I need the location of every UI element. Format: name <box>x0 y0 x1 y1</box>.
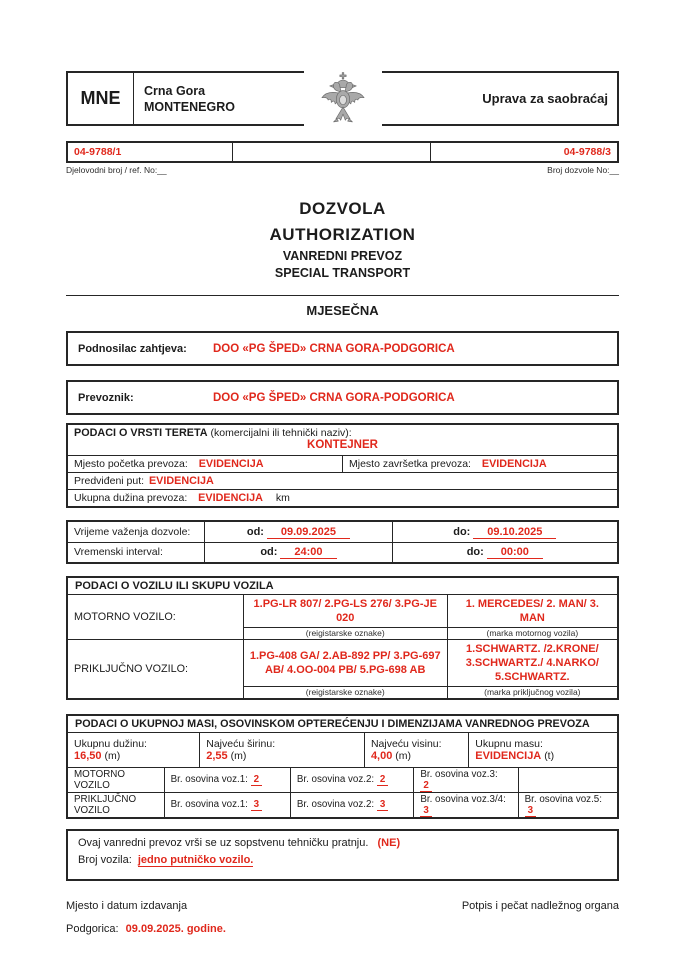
authority-name: Uprava za saobraćaj <box>482 91 608 106</box>
carrier-label: Prevoznik: <box>78 391 134 404</box>
motor-axle-2-label: Br. osovina voz.2: <box>296 774 375 785</box>
total-mass-label: Ukupnu masu: <box>475 737 543 750</box>
od-label: od: <box>260 546 278 559</box>
vehicle-section <box>66 576 619 700</box>
ref-number-right: 04-9788/3 <box>431 142 618 162</box>
footer-labels <box>66 900 619 912</box>
vehicle-section-title: PODACI O VOZILU ILI SKUPU VOZILA <box>67 577 618 595</box>
cargo-start-label: Mjesto početka prevoza: <box>74 458 188 470</box>
max-width-value: 2,55 <box>206 749 228 762</box>
max-height-cell <box>364 733 468 767</box>
document-header <box>66 71 619 126</box>
subtitle-local: VANREDNI PREVOZ <box>282 249 403 263</box>
total-mass-cell <box>469 733 617 767</box>
document-page <box>66 0 619 935</box>
interval-label: Vremenski interval: <box>67 542 205 563</box>
trailer-axle-5-label: Br. osovina voz.5: <box>524 793 602 805</box>
motor-vehicle-label: MOTORNO VOZILO: <box>67 595 243 640</box>
cargo-end-value: EVIDENCIJA <box>481 458 547 470</box>
issue-place-date-label: Mjesto i datum izdavanja <box>66 899 188 912</box>
reference-captions <box>66 165 619 175</box>
mass-section-title: PODACI O UKUPNOJ MASI, OSOVINSKOM OPTEREĆENJU I DIMENZIJAMA VANREDNOG PREVOZA <box>68 716 617 733</box>
trailer-axle-34-label: Br. osovina voz.3/4: <box>420 793 506 805</box>
trailer-plates-caption: (reigistarske oznake) <box>243 687 447 700</box>
max-height-unit: (m) <box>395 749 412 762</box>
motor-plates-caption: (reigistarske oznake) <box>243 628 447 640</box>
carrier-value: DOO «PG ŠPED» CRNA GORA-PODGORICA <box>213 391 455 404</box>
escort-statement: Ovaj vanredni prevoz vrši se uz sopstvenu tehničku pratnju. <box>78 836 369 849</box>
mass-section <box>66 714 619 819</box>
motor-axle-3-cell <box>414 768 518 793</box>
cargo-route-label: Predviđeni put: <box>74 475 145 487</box>
total-mass-value: EVIDENCIJA <box>475 749 542 762</box>
validity-period-from-cell <box>205 521 392 542</box>
do-label: do: <box>466 546 484 559</box>
spacer <box>66 366 619 380</box>
ref-caption-left: Djelovodni broj / ref. No:__ <box>66 165 167 175</box>
trailer-axle-1-cell <box>164 792 290 817</box>
motor-axle-2-cell <box>290 768 414 793</box>
trailer-axle-34-value: 3 <box>420 805 431 817</box>
title-en: AUTHORIZATION <box>269 225 416 244</box>
trailer-axle-2-value: 3 <box>377 799 388 811</box>
validity-period-label: Vrijeme važenja dozvole: <box>67 521 205 542</box>
dimensions-row <box>68 733 617 768</box>
validity-from-value: 09.09.2025 <box>267 526 350 539</box>
permit-period: MJESEČNA <box>306 303 379 318</box>
max-width-label: Najveću širinu: <box>206 737 276 750</box>
od-label: od: <box>246 525 264 538</box>
cargo-start-cell <box>67 456 343 473</box>
issue-date: 09.09.2025. godine. <box>125 922 226 935</box>
carrier-box <box>66 380 619 415</box>
motor-axle-3-value: 2 <box>420 780 431 792</box>
applicant-box <box>66 331 619 366</box>
ref-number-left: 04-9788/1 <box>67 142 232 162</box>
emblem-container <box>304 63 382 137</box>
interval-to-cell <box>392 542 618 563</box>
trailer-axle-1-value: 3 <box>251 799 262 811</box>
cargo-distance-label: Ukupna dužina prevoza: <box>74 492 188 504</box>
motor-axle-1-cell <box>164 768 290 793</box>
country-name-local: Crna Gora <box>144 83 206 98</box>
reference-number-row <box>66 141 619 163</box>
axle-rows <box>68 768 617 817</box>
signature-stamp-label: Potpis i pečat nadležnog organa <box>461 899 619 912</box>
trailer-axle-2-label: Br. osovina voz.2: <box>296 799 375 810</box>
country-name <box>134 73 304 124</box>
ref-number-middle <box>232 142 430 162</box>
motor-axle-2-value: 2 <box>377 774 388 786</box>
trailer-vehicle-label: PRIKLJUČNO VOZILO: <box>67 640 243 700</box>
escort-line1 <box>78 835 607 852</box>
max-width-unit: (m) <box>230 749 247 762</box>
total-length-label: Ukupnu dužinu: <box>74 737 147 750</box>
motor-axle-empty-cell <box>518 768 617 793</box>
do-label: do: <box>453 525 471 538</box>
total-length-value: 16,50 <box>74 749 102 762</box>
cargo-title-cell <box>67 424 618 456</box>
cargo-name: KONTEJNER <box>307 439 378 451</box>
escort-line2 <box>78 852 607 869</box>
divider-line <box>66 295 619 296</box>
cargo-section-title: PODACI O VRSTI TERETA <box>74 427 208 439</box>
trailer-axle-5-cell <box>518 792 617 817</box>
validity-to-value: 09.10.2025 <box>473 526 556 539</box>
cargo-route-cell <box>67 473 618 490</box>
trailer-brands-caption: (marka priključnog vozila) <box>447 687 618 700</box>
cargo-distance-unit: km <box>275 492 290 504</box>
cargo-distance-cell <box>67 490 618 508</box>
motor-axle-1-label: Br. osovina voz.1: <box>170 774 248 785</box>
issue-place: Podgorica: <box>66 922 119 935</box>
motor-axle-3-label: Br. osovina voz.3: <box>420 768 498 780</box>
motor-vehicle-plates: 1.PG-LR 807/ 2.PG-LS 276/ 3.PG-JE 020 <box>243 595 447 628</box>
motor-axle-1-value: 2 <box>251 774 262 786</box>
validity-period-to-cell <box>392 521 618 542</box>
max-width-cell <box>200 733 365 767</box>
max-height-label: Najveću visinu: <box>370 737 442 750</box>
trailer-axle-1-label: Br. osovina voz.1: <box>170 799 248 810</box>
ref-caption-right: Broj dozvole No:__ <box>547 165 619 175</box>
validity-section <box>66 520 619 564</box>
title-local: DOZVOLA <box>299 199 386 218</box>
cargo-end-cell <box>343 456 619 473</box>
total-length-unit: (m) <box>104 749 121 762</box>
max-height-value: 4,00 <box>370 749 393 762</box>
interval-from-cell <box>205 542 392 563</box>
cargo-section-note: (komercijalni ili tehnički naziv): <box>210 427 352 439</box>
cargo-distance-value: EVIDENCIJA <box>198 492 263 504</box>
trailer-axle-2-cell <box>290 792 414 817</box>
trailer-vehicle-brands: 1.SCHWARTZ. /2.KRONE/ 3.SCHWARTZ./ 4.NARKO/ 5.SCHWARTZ. <box>447 640 618 687</box>
cargo-route-value: EVIDENCIJA <box>148 475 214 487</box>
total-length-cell <box>68 733 200 767</box>
country-name-en: MONTENEGRO <box>144 99 235 114</box>
trailer-axle-row-label: PRIKLJUČNO VOZILO <box>68 792 164 817</box>
cargo-end-label: Mjesto završetka prevoza: <box>349 458 471 470</box>
montenegro-coat-of-arms-icon <box>318 69 368 131</box>
escort-flag: (NE) <box>377 836 401 849</box>
interval-to-value: 00:00 <box>487 546 543 559</box>
escort-count-label: Broj vozila: <box>78 853 132 866</box>
trailer-vehicle-plates: 1.PG-408 GA/ 2.AB-892 PP/ 3.PG-697 AB/ 4.OO-004 PB/ 5.PG-698 AB <box>243 640 447 687</box>
motor-vehicle-brands: 1. MERCEDES/ 2. MAN/ 3. MAN <box>447 595 618 628</box>
title-block <box>66 196 619 282</box>
issue-date-row <box>66 923 619 935</box>
applicant-value: DOO «PG ŠPED» CRNA GORA-PODGORICA <box>213 342 455 355</box>
interval-from-value: 24:00 <box>280 546 336 559</box>
applicant-label: Podnosilac zahtjeva: <box>78 342 187 355</box>
cargo-start-value: EVIDENCIJA <box>198 458 264 470</box>
escort-count-value: jedno putničko vozilo. <box>137 853 254 866</box>
country-code: MNE <box>68 73 134 124</box>
subtitle-en: SPECIAL TRANSPORT <box>274 266 411 280</box>
trailer-axle-5-value: 3 <box>525 805 536 817</box>
total-mass-unit: (t) <box>544 749 555 762</box>
cargo-section <box>66 423 619 508</box>
trailer-axle-34-cell <box>414 792 518 817</box>
motor-brands-caption: (marka motornog vozila) <box>447 628 618 640</box>
motor-axle-row-label: MOTORNO VOZILO <box>68 768 164 793</box>
escort-section <box>66 829 619 881</box>
